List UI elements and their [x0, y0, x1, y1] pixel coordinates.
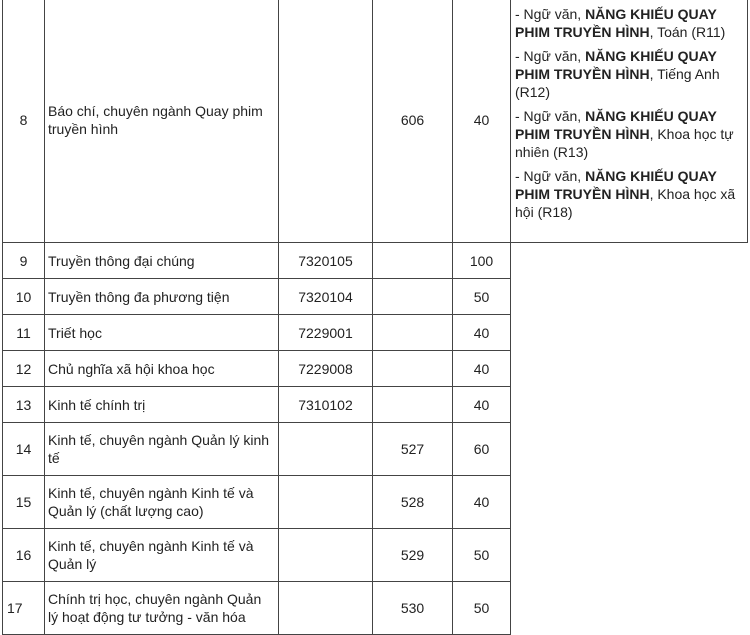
- combo-item: [515, 47, 743, 101]
- program-code: [279, 476, 373, 529]
- row-number: 12: [3, 351, 45, 387]
- quota: 40: [453, 476, 511, 529]
- quota: 40: [453, 351, 511, 387]
- row-number: 15: [3, 476, 45, 529]
- program-code: 7320105: [279, 243, 373, 279]
- quota: 40: [453, 0, 511, 243]
- combo-prefix: - Ngữ văn,: [515, 6, 586, 22]
- specialization-code: [373, 315, 453, 351]
- program-name: Kinh tế, chuyên ngành Quản lý kinh tế: [45, 423, 279, 476]
- program-code: 7229001: [279, 315, 373, 351]
- specialization-code: 529: [373, 529, 453, 582]
- specialization-code: [373, 351, 453, 387]
- row-number: 11: [3, 315, 45, 351]
- program-code: [279, 582, 373, 635]
- program-name: Báo chí, chuyên ngành Quay phim truyền hình: [45, 0, 279, 243]
- row-number: 8: [3, 0, 45, 243]
- program-code: [279, 423, 373, 476]
- program-name: Triết học: [45, 315, 279, 351]
- combo-prefix: - Ngữ văn,: [515, 108, 586, 124]
- combo-bold: NĂNG KHIẾU QUAY PHIM TRUYỀN HÌNH: [515, 48, 717, 82]
- combo-suffix: , Khoa học tự nhiên (R13): [515, 126, 734, 160]
- row-number: 13: [3, 387, 45, 423]
- program-code: 7229008: [279, 351, 373, 387]
- combo-bold: NĂNG KHIẾU QUAY PHIM TRUYỀN HÌNH: [515, 6, 717, 40]
- specialization-code: 528: [373, 476, 453, 529]
- combo-suffix: , Toán (R11): [649, 24, 726, 40]
- combo-item: [515, 167, 743, 221]
- quota: 50: [453, 582, 511, 635]
- program-name: Kinh tế, chuyên ngành Kinh tế và Quản lý (chất lượng cao): [45, 476, 279, 529]
- specialization-code: [373, 387, 453, 423]
- table-row: [3, 243, 748, 279]
- program-code: [279, 0, 373, 243]
- quota: 60: [453, 423, 511, 476]
- program-name: Truyền thông đại chúng: [45, 243, 279, 279]
- empty-cell: [511, 243, 748, 635]
- program-name: Chủ nghĩa xã hội khoa học: [45, 351, 279, 387]
- quota: 40: [453, 315, 511, 351]
- subject-combinations: [511, 0, 748, 243]
- program-code: 7310102: [279, 387, 373, 423]
- program-code: 7320104: [279, 279, 373, 315]
- specialization-code: [373, 279, 453, 315]
- row-number: 14: [3, 423, 45, 476]
- specialization-code: 606: [373, 0, 453, 243]
- quota: 50: [453, 279, 511, 315]
- combo-item: [515, 5, 743, 41]
- specialization-code: [373, 243, 453, 279]
- combo-bold: NĂNG KHIẾU QUAY PHIM TRUYỀN HÌNH: [515, 168, 717, 202]
- row-number: 16: [3, 529, 45, 582]
- specialization-code: 527: [373, 423, 453, 476]
- combo-item: [515, 107, 743, 161]
- quota: 50: [453, 529, 511, 582]
- table-row: [3, 0, 748, 243]
- row-number: 9: [3, 243, 45, 279]
- combo-prefix: - Ngữ văn,: [515, 168, 586, 184]
- combo-suffix: , Khoa học xã hội (R18): [515, 186, 736, 220]
- program-name: Truyền thông đa phương tiện: [45, 279, 279, 315]
- combo-suffix: , Tiếng Anh (R12): [515, 66, 720, 100]
- specialization-code: 530: [373, 582, 453, 635]
- quota: 100: [453, 243, 511, 279]
- row-number: 10: [3, 279, 45, 315]
- program-name: Kinh tế chính trị: [45, 387, 279, 423]
- program-name: Chính trị học, chuyên ngành Quản lý hoạt động tư tưởng - văn hóa: [45, 582, 279, 635]
- program-name: Kinh tế, chuyên ngành Kinh tế và Quản lý: [45, 529, 279, 582]
- admission-table: [2, 0, 748, 635]
- combo-prefix: - Ngữ văn,: [515, 48, 586, 64]
- program-code: [279, 529, 373, 582]
- row-number: 17: [3, 582, 45, 635]
- combo-bold: NĂNG KHIẾU QUAY PHIM TRUYỀN HÌNH: [515, 108, 717, 142]
- quota: 40: [453, 387, 511, 423]
